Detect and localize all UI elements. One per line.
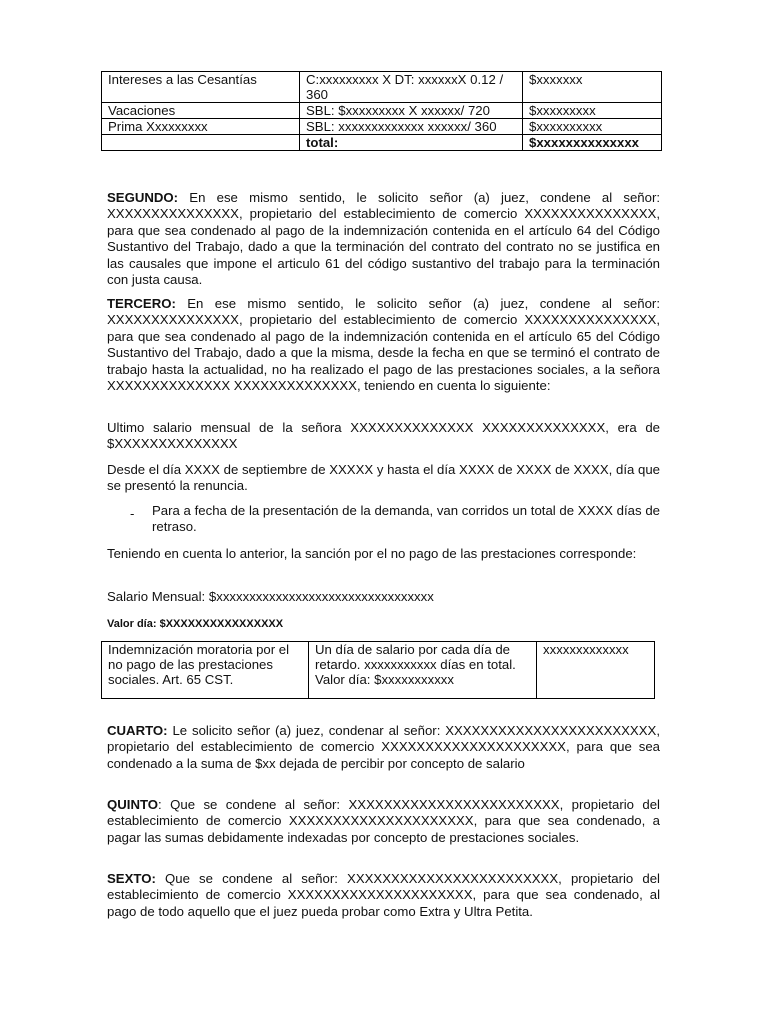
concept-cell: Intereses a las Cesantías — [102, 72, 300, 103]
bullet-dash: - — [130, 506, 135, 521]
concept-cell: Vacaciones — [102, 103, 300, 119]
tercero-paragraph — [107, 296, 660, 394]
sexto-paragraph — [107, 871, 660, 920]
ultimo-salario-paragraph: Ultimo salario mensual de la señora XXXXXXXXXXXXXX XXXXXXXXXXXXXX, era de $XXXXXXXXXXXXXX — [107, 420, 660, 452]
quinto-paragraph — [107, 797, 660, 846]
value-cell: $xxxxxxxxx — [523, 103, 662, 119]
liquidation-table — [101, 71, 662, 151]
cuarto-label: CUARTO: — [107, 723, 168, 738]
desde-dia-paragraph: Desde el día XXXX de septiembre de XXXXX y hasta el día XXXX de XXXX de XXXX, día que se presentó la renuncia. — [107, 462, 660, 494]
value-cell: xxxxxxxxxxxxx — [537, 642, 655, 699]
segundo-label: SEGUNDO: — [107, 190, 179, 205]
formula-cell: C:xxxxxxxxx X DT: xxxxxxX 0.12 / 360 — [300, 72, 523, 103]
formula-cell: SBL: $xxxxxxxxx X xxxxxx/ 720 — [300, 103, 523, 119]
total-label: total: — [300, 135, 523, 151]
table-row — [102, 642, 655, 699]
cuarto-text: Le solicito señor (a) juez, condenar al señor: XXXXXXXXXXXXXXXXXXXXXXXX, propietario del establecimiento de comercio XXXXXXXXXXXXXXXXXXXXX, para que sea condenado a la suma de $xx dejada de percibir por concepto de salario — [107, 723, 660, 771]
teniendo-paragraph: Teniendo en cuenta lo anterior, la sanción por el no pago de las prestaciones corresponde: — [107, 546, 637, 561]
value-cell: $xxxxxxx — [523, 72, 662, 103]
segundo-paragraph — [107, 190, 660, 288]
total-row — [102, 135, 662, 151]
bullet-text: Para a fecha de la presentación de la demanda, van corridos un total de XXXX días de retraso. — [152, 503, 660, 535]
sexto-label: SEXTO: — [107, 871, 156, 886]
quinto-label: QUINTO — [107, 797, 159, 812]
concept-cell: Prima Xxxxxxxxx — [102, 119, 300, 135]
segundo-text: En ese mismo sentido, le solicito señor (a) juez, condene al señor: XXXXXXXXXXXXXXX, propietario del establecimiento de comercio XXXXXXXXXXXXXXX, para que sea condenado al pago de la indemnización contenida en el artículo 64 del Código Sustantivo del Trabajo, dado a que la terminación del contrato del contrato no se justifica en las causales que impone el articulo 61 del código sustantivo del trabajo para la terminación con justa causa. — [107, 190, 661, 288]
salario-mensual: Salario Mensual: $xxxxxxxxxxxxxxxxxxxxxxxxxxxxxxxxx — [107, 589, 434, 604]
empty-cell — [102, 135, 300, 151]
table-row — [102, 72, 662, 103]
sexto-text: Que se condene al señor: XXXXXXXXXXXXXXXXXXXXXXXX, propietario del establecimiento de comercio XXXXXXXXXXXXXXXXXXXXX, para que sea condenado, al pago de todo aquello que el juez pueda probar como Extra y Ultra Petita. — [107, 871, 660, 919]
indemnization-table — [101, 641, 655, 699]
table-row — [102, 103, 662, 119]
tercero-label: TERCERO: — [107, 296, 176, 311]
formula-cell: SBL: xxxxxxxxxxxxx xxxxxx/ 360 — [300, 119, 523, 135]
tercero-text: En ese mismo sentido, le solicito señor (a) juez, condene al señor: XXXXXXXXXXXXXXX, propietario del establecimiento de comercio XXXXXXXXXXXXXXX, para que sea condenado al pago de la indemnización contenida en el artículo 65 del Código Sustantivo del Trabajo, dado a que la misma, desde la fecha en que se terminó el contrato de trabajo hasta la actualidad, no ha realizado el pago de las prestaciones sociales, a la señora XXXXXXXXXXXXXX XXXXXXXXXXXXXX, teniendo en cuenta lo siguiente: — [107, 296, 660, 394]
table-row — [102, 119, 662, 135]
cuarto-paragraph — [107, 723, 660, 772]
quinto-text: : Que se condene al señor: XXXXXXXXXXXXXXXXXXXXXXXX, propietario del establecimiento de comercio XXXXXXXXXXXXXXXXXXXXX, para que sea condenado, a pagar las sumas debidamente indexadas por concepto de prestaciones sociales. — [107, 797, 660, 845]
total-value: $xxxxxxxxxxxxxx — [523, 135, 662, 151]
valor-dia: Valor día: $XXXXXXXXXXXXXXXX — [107, 618, 284, 630]
value-cell: $xxxxxxxxxx — [523, 119, 662, 135]
description-cell: Un día de salario por cada día de retardo. xxxxxxxxxxx días en total. Valor día: $xxxxxxxxxxx — [309, 642, 537, 699]
concept-cell: Indemnización moratoria por el no pago de las prestaciones sociales. Art. 65 CST. — [102, 642, 309, 699]
